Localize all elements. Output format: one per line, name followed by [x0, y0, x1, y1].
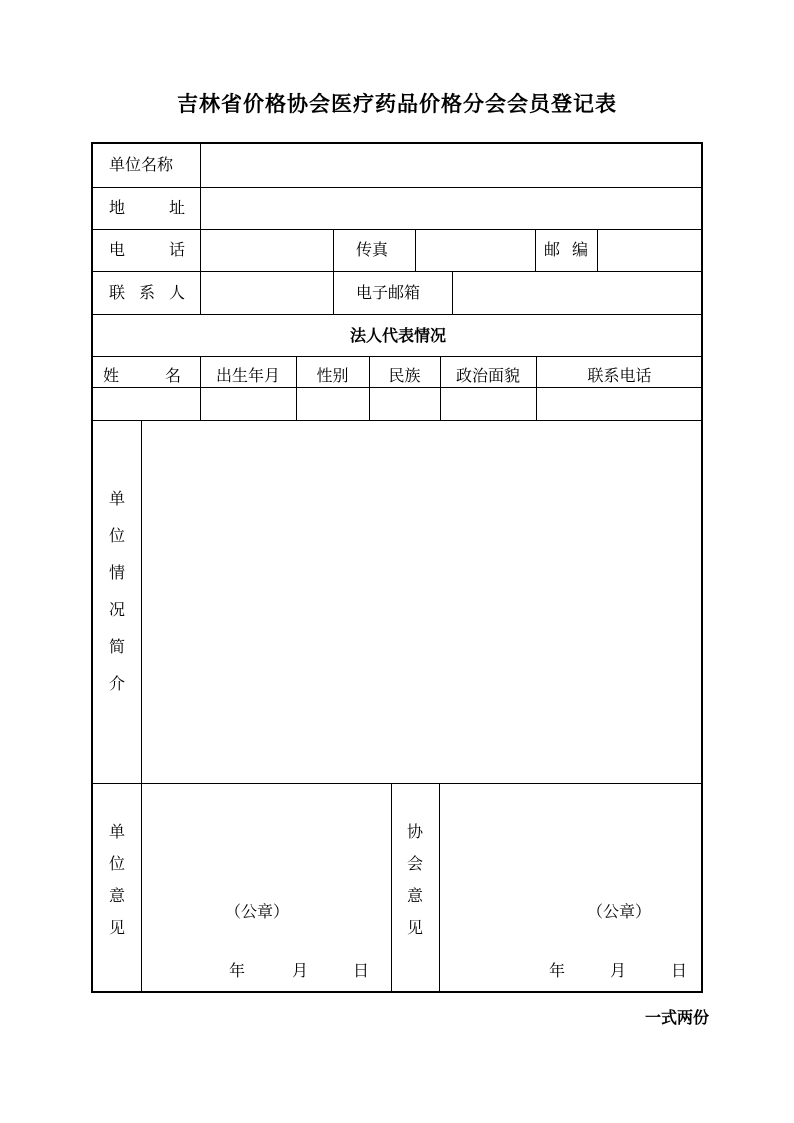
unit-intro-label — [107, 480, 127, 702]
postcode-field[interactable] — [598, 230, 703, 271]
contact-label-char: 联 — [109, 283, 126, 302]
postcode-label-char: 邮 — [544, 240, 561, 259]
label-char: 见 — [406, 918, 423, 937]
assoc-date-month: 月 — [610, 961, 627, 980]
page-title: 吉林省价格协会医疗药品价格分会会员登记表 — [177, 92, 617, 116]
unit-date-day: 日 — [353, 961, 370, 980]
label-char: 意 — [108, 886, 125, 905]
ethnicity-header: 民族 — [388, 366, 421, 385]
label-char: 简 — [108, 637, 125, 656]
unit-date-year: 年 — [229, 961, 246, 980]
legal-name-field[interactable] — [93, 388, 200, 420]
address-label-char: 地 — [109, 198, 126, 217]
copies-note: 一式两份 — [645, 1008, 710, 1027]
col-divider — [333, 229, 334, 314]
contact-phone-header: 联系电话 — [587, 366, 652, 385]
unit-name-field[interactable] — [201, 144, 703, 187]
legal-phone-field[interactable] — [537, 388, 703, 420]
label-char: 会 — [406, 854, 423, 873]
registration-form — [91, 142, 703, 993]
contact-label-char: 人 — [169, 283, 186, 302]
unit-seal-label: （公章） — [225, 902, 290, 921]
postcode-label-char: 编 — [572, 240, 589, 259]
fax-label: 传真 — [356, 240, 389, 259]
unit-intro-field[interactable] — [142, 421, 703, 783]
legal-name-header-char: 姓 — [103, 366, 120, 385]
col-divider — [535, 229, 536, 271]
legal-rep-heading: 法人代表情况 — [349, 326, 446, 345]
label-char: 意 — [406, 886, 423, 905]
label-char: 位 — [108, 526, 125, 545]
contact-field[interactable] — [201, 272, 333, 314]
legal-gender-field[interactable] — [297, 388, 369, 420]
gender-header: 性别 — [316, 366, 349, 385]
assoc-opinion-field[interactable] — [440, 784, 703, 993]
label-char: 介 — [108, 674, 125, 693]
unit-name-label: 单位名称 — [109, 155, 174, 174]
label-char: 见 — [108, 918, 125, 937]
assoc-opinion-label — [405, 816, 425, 944]
label-char: 位 — [108, 854, 125, 873]
label-char: 单 — [108, 489, 125, 508]
phone-label-char: 话 — [169, 240, 186, 259]
row-divider — [93, 356, 703, 357]
legal-political-field[interactable] — [441, 388, 536, 420]
fax-field[interactable] — [416, 230, 535, 271]
unit-opinion-label — [107, 816, 127, 944]
contact-label-char: 系 — [139, 283, 156, 302]
label-char: 况 — [108, 600, 125, 619]
phone-label-char: 电 — [109, 240, 126, 259]
address-label-char: 址 — [169, 198, 186, 217]
col-divider — [391, 783, 392, 993]
legal-birth-field[interactable] — [201, 388, 296, 420]
legal-name-header-char: 名 — [165, 366, 182, 385]
political-status-header: 政治面貌 — [455, 366, 520, 385]
label-char: 情 — [108, 563, 125, 582]
unit-date-month: 月 — [292, 961, 309, 980]
email-label: 电子邮箱 — [356, 283, 421, 302]
birth-month-header: 出生年月 — [215, 366, 280, 385]
label-char: 协 — [406, 822, 423, 841]
email-field[interactable] — [453, 272, 703, 314]
address-field[interactable] — [201, 188, 703, 229]
assoc-date-day: 日 — [671, 961, 688, 980]
phone-field[interactable] — [201, 230, 333, 271]
assoc-date-year: 年 — [549, 961, 566, 980]
assoc-seal-label: （公章） — [587, 902, 652, 921]
row-divider — [93, 314, 703, 315]
label-char: 单 — [108, 822, 125, 841]
legal-ethnicity-field[interactable] — [370, 388, 440, 420]
